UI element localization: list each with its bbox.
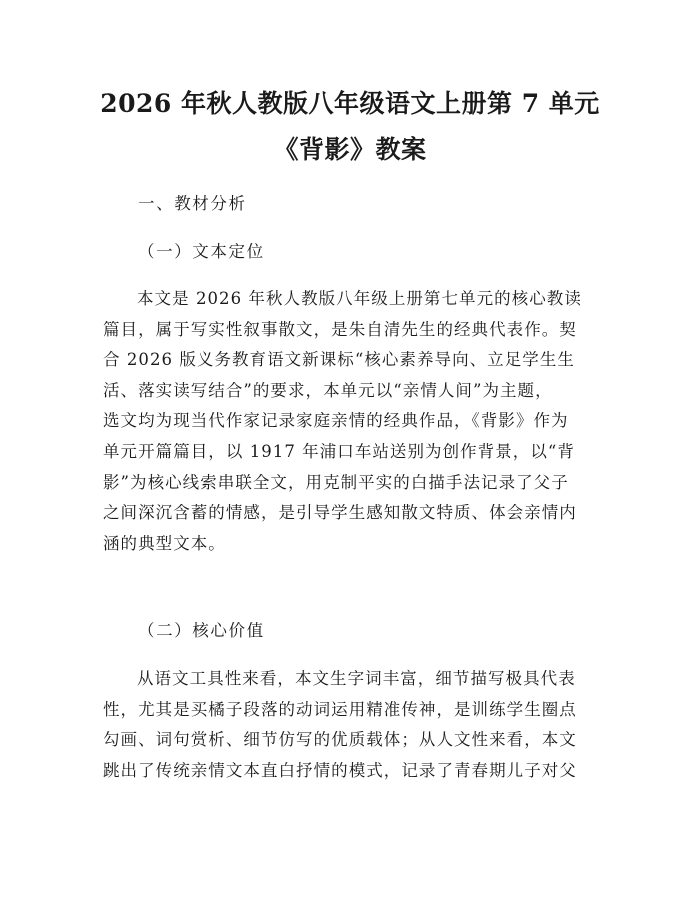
paragraph-line: 勾画、词句赏析、细节仿写的优质载体；从人文性来看，本文 — [103, 730, 577, 750]
document-title-line-1: 2026 年秋人教版八年级语文上册第 7 单元 — [100, 89, 600, 118]
paragraph-line: 篇目，属于写实性叙事散文，是朱自清先生的经典代表作。契 — [103, 319, 577, 339]
paragraph-line: 单元开篇篇目，以 1917 年浦口车站送别为创作背景，以“背 — [103, 441, 575, 461]
subsection-heading-core-value: （二）核心价值 — [138, 621, 265, 640]
paragraph-line: 从语文工具性来看，本文生字词丰富，细节描写极具代表 — [137, 669, 576, 688]
document-title-line-2: 《背影》教案 — [273, 135, 427, 164]
paragraph-line: 之间深沉含蓄的情感，是引导学生感知散文特质、体会亲情内 — [103, 503, 577, 523]
paragraph-line: 本文是 2026 年秋人教版八年级上册第七单元的核心教读 — [137, 289, 582, 308]
paragraph-line: 活、落实读写结合”的要求，本单元以“亲情人间”为主题， — [103, 380, 553, 400]
paragraph-text-positioning — [103, 284, 599, 559]
paragraph-core-value — [103, 664, 599, 786]
subsection-heading-text-positioning: （一）文本定位 — [138, 242, 265, 261]
paragraph-line: 涵的典型文本。 — [103, 533, 226, 553]
section-heading-textbook-analysis: 一、教材分析 — [138, 194, 247, 213]
paragraph-line: 性，尤其是买橘子段落的动词运用精准传神，是训练学生圈点 — [103, 699, 577, 719]
paragraph-line: 合 2026 版义务教育语文新课标“核心素养导向、立足学生生 — [103, 350, 575, 370]
paragraph-line: 影”为核心线索串联全文，用克制平实的白描手法记录了父子 — [103, 472, 569, 492]
paragraph-line: 跳出了传统亲情文本直白抒情的模式，记录了青春期儿子对父 — [103, 760, 577, 780]
paragraph-line: 选文均为现当代作家记录家庭亲情的经典作品，《背影》作为 — [103, 411, 569, 431]
